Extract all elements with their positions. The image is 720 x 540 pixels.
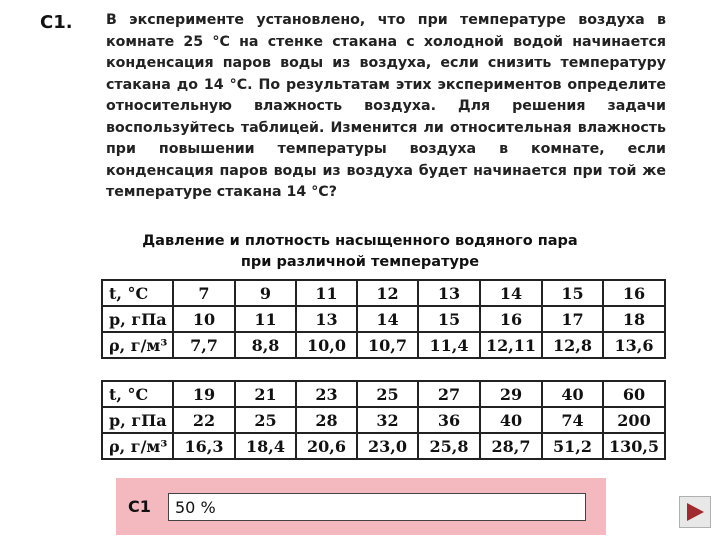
answer-label: С1 [128, 497, 151, 516]
row-label: t, °С [102, 381, 173, 407]
table-cell: 13 [418, 280, 480, 306]
next-slide-button[interactable] [679, 496, 711, 528]
table-cell: 16 [603, 280, 665, 306]
table-cell: 11 [296, 280, 357, 306]
table-title-line-1: Давление и плотность насыщенного водяного пара [142, 233, 578, 249]
table-cell: 14 [357, 306, 418, 332]
vapor-table-2 [101, 380, 666, 460]
table-cell: 11,4 [418, 332, 480, 358]
table-cell: 40 [542, 381, 603, 407]
table-cell: 12,11 [480, 332, 542, 358]
table-cell: 32 [357, 407, 418, 433]
table-cell: 18 [603, 306, 665, 332]
row-label: t, °С [102, 280, 173, 306]
problem-text: В эксперименте установлено, что при температуре воздуха в комнате 25 °С на стенке стакана с холодной водой начинается конденсация паров воды из воздуха, если снизить температуру стакана до 14 °С. По результатам этих экспериментов определите относительную влажность воздуха. Для решения задачи воспользуйтесь таблицей. Изменится ли относительная влажность при повышении температуры воздуха в комнате, если конденсация паров воды из воздуха будет начинается при той же температуре стакана 14 °С? [106, 12, 666, 200]
row-label: p, гПа [102, 407, 173, 433]
table-cell: 13,6 [603, 332, 665, 358]
table-cell: 23 [296, 381, 357, 407]
table-cell: 17 [542, 306, 603, 332]
table-cell: 51,2 [542, 433, 603, 459]
table-cell: 28,7 [480, 433, 542, 459]
table-cell: 7,7 [173, 332, 235, 358]
table-cell: 130,5 [603, 433, 665, 459]
table-cell: 60 [603, 381, 665, 407]
table-cell: 21 [235, 381, 296, 407]
table-cell: 23,0 [357, 433, 418, 459]
table-cell: 29 [480, 381, 542, 407]
table-cell: 14 [480, 280, 542, 306]
table-cell: 20,6 [296, 433, 357, 459]
vapor-table-1 [101, 279, 666, 359]
table-row [102, 381, 665, 407]
table-cell: 25,8 [418, 433, 480, 459]
table-cell: 74 [542, 407, 603, 433]
table-cell: 12 [357, 280, 418, 306]
table-cell: 18,4 [235, 433, 296, 459]
row-label: p, гПа [102, 306, 173, 332]
table-cell: 27 [418, 381, 480, 407]
table-cell: 22 [173, 407, 235, 433]
table-cell: 16 [480, 306, 542, 332]
table-cell: 200 [603, 407, 665, 433]
table-row [102, 306, 665, 332]
answer-field[interactable]: 50 % [168, 493, 586, 521]
table-cell: 15 [542, 280, 603, 306]
table-row [102, 433, 665, 459]
row-label: ρ, г/м³ [102, 332, 173, 358]
table-cell: 10,0 [296, 332, 357, 358]
problem-label: С1. [40, 12, 73, 33]
table-cell: 12,8 [542, 332, 603, 358]
table-row [102, 407, 665, 433]
table-cell: 11 [235, 306, 296, 332]
table-cell: 10 [173, 306, 235, 332]
table-cell: 40 [480, 407, 542, 433]
table-cell: 10,7 [357, 332, 418, 358]
table-cell: 9 [235, 280, 296, 306]
table-cell: 19 [173, 381, 235, 407]
table-cell: 15 [418, 306, 480, 332]
table-row [102, 280, 665, 306]
table-cell: 25 [235, 407, 296, 433]
answer-panel [116, 478, 606, 535]
play-arrow-icon [684, 501, 706, 523]
table-cell: 28 [296, 407, 357, 433]
row-label: ρ, г/м³ [102, 433, 173, 459]
table-cell: 13 [296, 306, 357, 332]
table-cell: 16,3 [173, 433, 235, 459]
table-cell: 36 [418, 407, 480, 433]
table-title [100, 231, 620, 273]
table-cell: 7 [173, 280, 235, 306]
table-cell: 25 [357, 381, 418, 407]
table-title-line-2: при различной температуре [240, 254, 480, 270]
table-cell: 8,8 [235, 332, 296, 358]
table-row [102, 332, 665, 358]
